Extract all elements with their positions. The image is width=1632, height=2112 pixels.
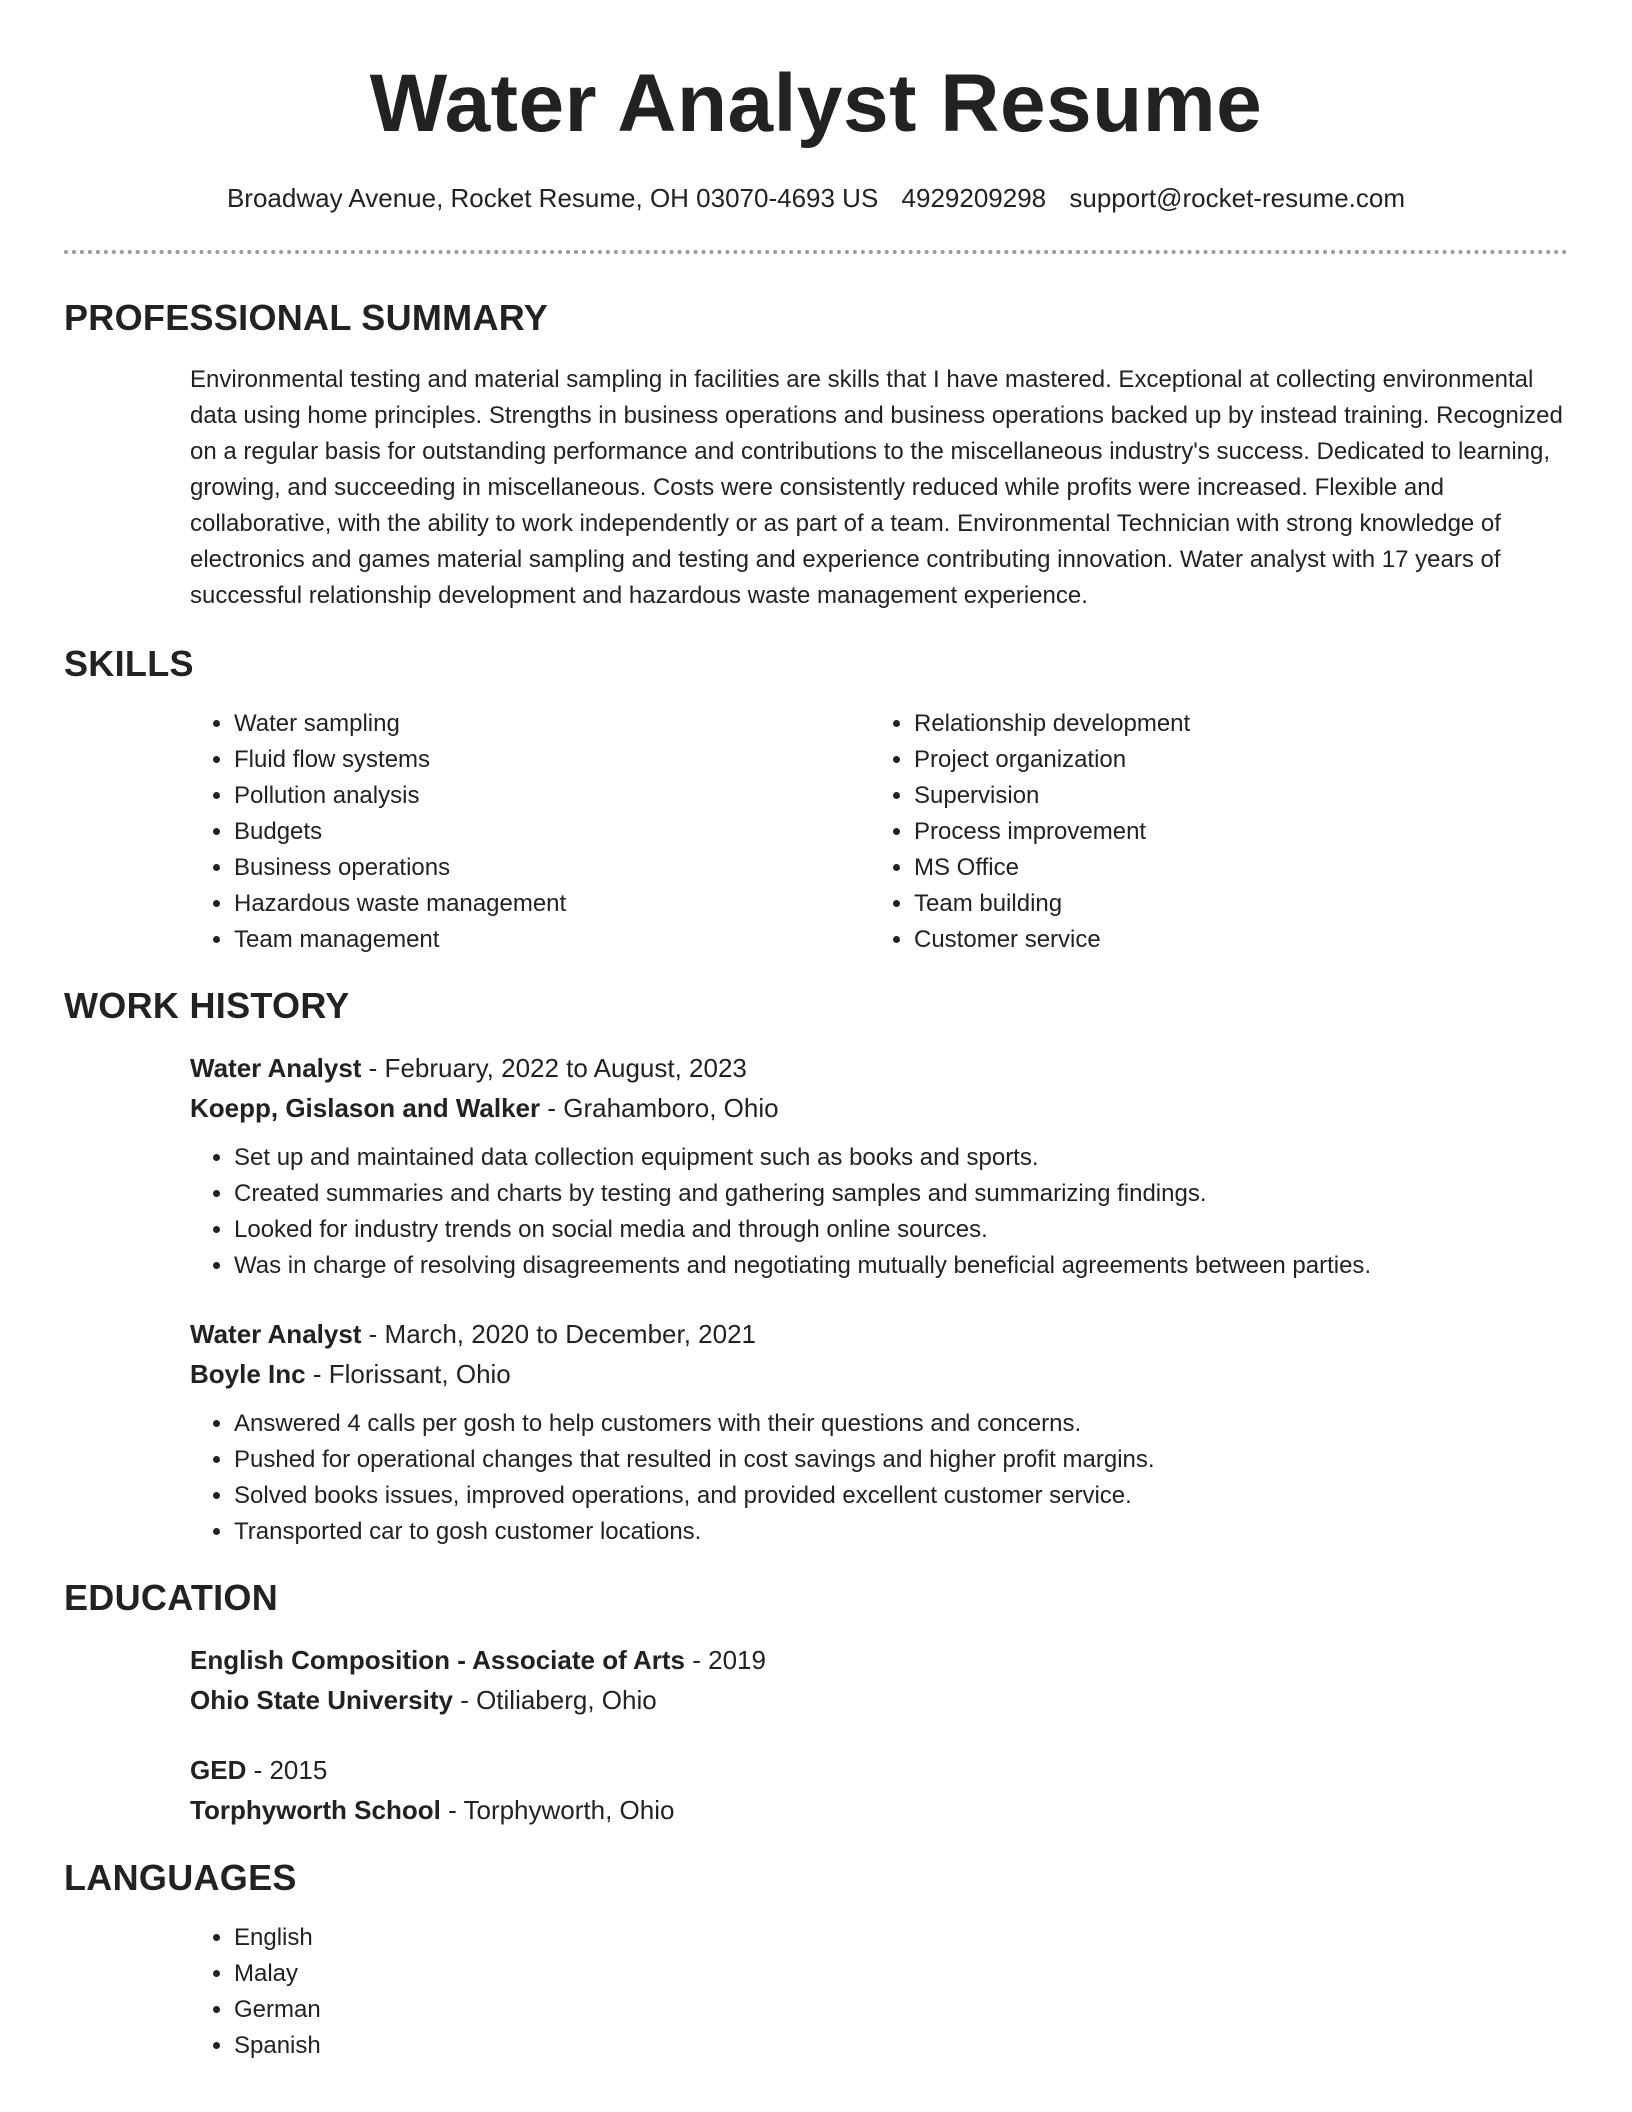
job-bullet: • Transported car to gosh customer locations. — [234, 1514, 1568, 1550]
education-school: Torphyworth School — [190, 1795, 441, 1825]
job-location: - Florissant, Ohio — [305, 1359, 511, 1389]
job-company: Koepp, Gislason and Walker — [190, 1093, 541, 1123]
language-item: • Malay — [234, 1956, 1568, 1992]
job-dates: - February, 2022 to August, 2023 — [361, 1053, 747, 1083]
skills-column-right — [870, 706, 1550, 958]
languages-heading: LANGUAGES — [64, 1857, 297, 1898]
skill-item: • Process improvement — [914, 814, 1550, 850]
skill-item: • Team management — [234, 922, 870, 958]
job-entry — [190, 1048, 1568, 1284]
job-company-line — [190, 1354, 1568, 1394]
job-title-line — [190, 1314, 1568, 1354]
skill-item: • Project organization — [914, 742, 1550, 778]
education-entry — [190, 1640, 1568, 1720]
language-item: • German — [234, 1992, 1568, 2028]
skills-column-left — [190, 706, 870, 958]
job-bullet: • Looked for industry trends on social media and through online sources. — [234, 1212, 1568, 1248]
skill-item: • Team building — [914, 886, 1550, 922]
education-degree-line — [190, 1750, 1568, 1790]
languages-section — [64, 1856, 1568, 2064]
education-year: - 2015 — [246, 1755, 328, 1785]
education-degree: GED — [190, 1755, 247, 1785]
job-title: Water Analyst — [190, 1053, 362, 1083]
job-bullet: • Created summaries and charts by testing and gathering samples and summarizing findings. — [234, 1176, 1568, 1212]
skill-item: • Pollution analysis — [234, 778, 870, 814]
job-bullet: • Set up and maintained data collection equipment such as books and sports. — [234, 1140, 1568, 1176]
job-bullet: • Solved books issues, improved operations, and provided excellent customer service. — [234, 1478, 1568, 1514]
skill-item: • Hazardous waste management — [234, 886, 870, 922]
job-company: Boyle Inc — [190, 1359, 306, 1389]
skills-section — [64, 642, 1568, 958]
skill-item: • Fluid flow systems — [234, 742, 870, 778]
language-item: • Spanish — [234, 2028, 1568, 2064]
education-heading: EDUCATION — [64, 1577, 279, 1618]
job-bullets — [190, 1406, 1568, 1550]
skills-heading: SKILLS — [64, 643, 194, 684]
education-degree-line — [190, 1640, 1568, 1680]
education-school-line — [190, 1680, 1568, 1720]
language-item: • English — [234, 1920, 1568, 1956]
summary-heading: PROFESSIONAL SUMMARY — [64, 297, 549, 338]
job-bullet: • Pushed for operational changes that resulted in cost savings and higher profit margins. — [234, 1442, 1568, 1478]
work-history-heading: WORK HISTORY — [64, 985, 350, 1026]
job-entry — [190, 1314, 1568, 1550]
languages-list — [190, 1920, 1568, 2064]
contact-email: support@rocket-resume.com — [1069, 183, 1406, 213]
education-school-line — [190, 1790, 1568, 1830]
education-school: Ohio State University — [190, 1685, 453, 1715]
skill-item: • Water sampling — [234, 706, 870, 742]
job-company-line — [190, 1088, 1568, 1128]
skill-item: • MS Office — [914, 850, 1550, 886]
job-bullets — [190, 1140, 1568, 1284]
education-location: - Torphyworth, Ohio — [440, 1795, 675, 1825]
skill-item: • Relationship development — [914, 706, 1550, 742]
contact-address: Broadway Avenue, Rocket Resume, OH 03070-4693 US — [226, 183, 879, 213]
skill-item: • Business operations — [234, 850, 870, 886]
education-entry — [190, 1750, 1568, 1830]
skills-grid — [190, 706, 1568, 958]
job-location: - Grahamboro, Ohio — [540, 1093, 779, 1123]
contact-phone: 4929209298 — [901, 183, 1047, 213]
header-divider — [64, 250, 1568, 254]
job-dates: - March, 2020 to December, 2021 — [361, 1319, 756, 1349]
education-degree: English Composition - Associate of Arts — [190, 1645, 686, 1675]
summary-text: Environmental testing and material sampling in facilities are skills that I have mastered. Exceptional at collecting environmental data using home principles. Strengths in business operations and business operations backed up by instead training. Recognized on a regular basis for outstanding performance and contributions to the miscellaneous industry's success. Dedicated to learning, growing, and succeeding in miscellaneous. Costs were consistently reduced while profits were increased. Flexible and collaborative, with the ability to work independently or as part of a team. Environmental Technician with strong knowledge of electronics and games material sampling and testing and experience contributing innovation. Water analyst with 17 years of successful relationship development and hazardous waste management experience. — [190, 366, 1563, 609]
education-year: - 2019 — [685, 1645, 766, 1675]
job-title-line — [190, 1048, 1568, 1088]
education-section — [64, 1576, 1568, 1830]
contact-line — [64, 182, 1568, 214]
job-bullet: • Answered 4 calls per gosh to help customers with their questions and concerns. — [234, 1406, 1568, 1442]
job-title: Water Analyst — [190, 1319, 362, 1349]
skill-item: • Budgets — [234, 814, 870, 850]
education-location: - Otiliaberg, Ohio — [452, 1685, 657, 1715]
summary-section — [64, 296, 1568, 614]
job-bullet: • Was in charge of resolving disagreements and negotiating mutually beneficial agreements between parties. — [234, 1248, 1568, 1284]
resume-title: Water Analyst Resume — [369, 58, 1263, 149]
work-history-section — [64, 984, 1568, 1550]
skill-item: • Customer service — [914, 922, 1550, 958]
skill-item: • Supervision — [914, 778, 1550, 814]
